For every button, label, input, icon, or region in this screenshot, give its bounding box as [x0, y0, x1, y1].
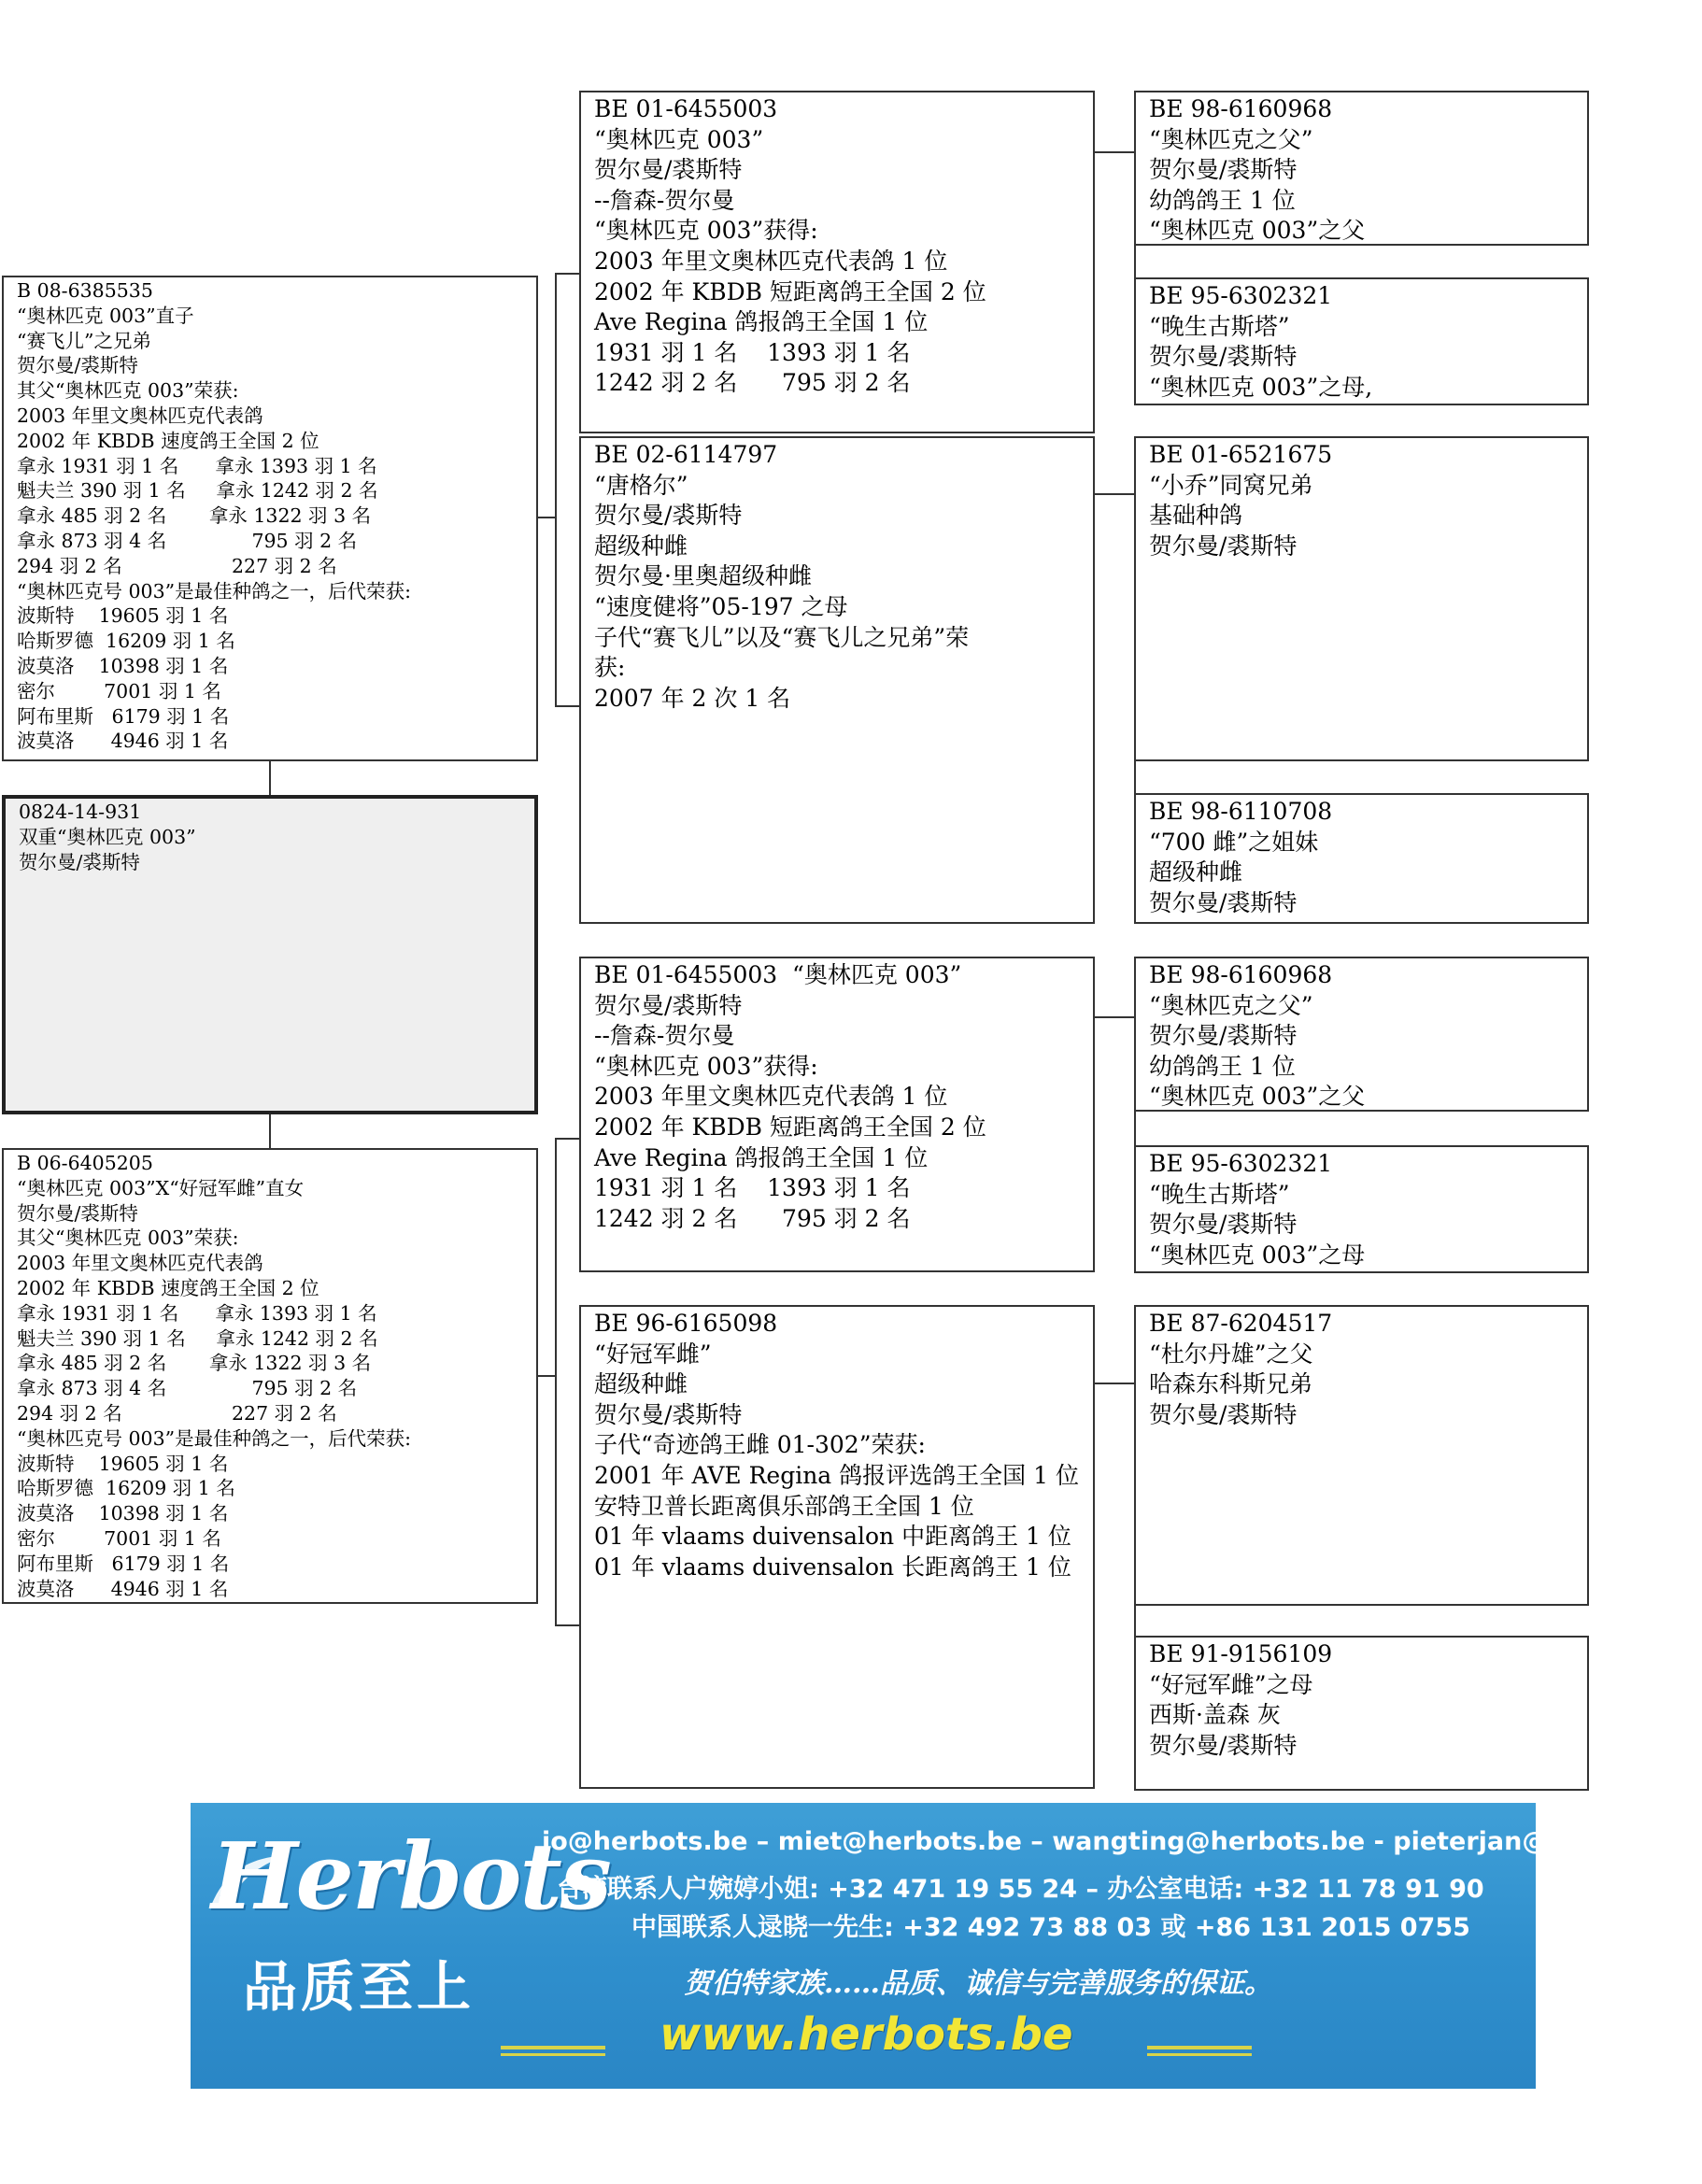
card-line: “奥林匹克号 003”是最佳种鸽之一，后代荣获: — [17, 1426, 412, 1450]
card-line: 01 年 vlaams duivensalon 长距离鸽王 1 位 — [594, 1553, 1071, 1581]
banner-rule-right — [1147, 2046, 1252, 2049]
card-line: BE 87-6204517 — [1149, 1310, 1333, 1337]
dam-card — [2, 1148, 538, 1604]
card-line: 贺尔曼/裘斯特 — [594, 991, 743, 1019]
ggp-card-5 — [1134, 957, 1589, 1112]
card-line: “奥林匹克之父” — [1149, 125, 1313, 153]
ggp-card-6 — [1134, 1145, 1589, 1273]
sire-sire-card — [579, 91, 1095, 433]
card-line: B 06-6405205 — [17, 1152, 153, 1174]
card-line: 幼鸽鸽王 1 位 — [1149, 1052, 1296, 1080]
connector-branch-to-dam-dam — [555, 1624, 579, 1626]
card-line: BE 98-6160968 — [1149, 961, 1333, 988]
card-line: 2003 年里文奥林匹克代表鸽 1 位 — [594, 247, 948, 275]
card-line: BE 95-6302321 — [1149, 282, 1333, 309]
sire-card — [2, 276, 538, 761]
sire-dam-card — [579, 436, 1095, 924]
card-line: 哈斯罗德 16209 羽 1 名 — [17, 630, 235, 653]
card-line: 超级种雌 — [594, 1370, 688, 1398]
card-line: 安特卫普长距离俱乐部鸽王全国 1 位 — [594, 1492, 974, 1520]
card-line: 1931 羽 1 名 1393 羽 1 名 — [594, 1174, 911, 1202]
card-line: 01 年 vlaams duivensalon 中距离鸽王 1 位 — [594, 1523, 1071, 1551]
card-line: “唐格尔” — [594, 471, 688, 499]
card-line: 超级种雌 — [1149, 858, 1243, 886]
ggp-card-1 — [1134, 91, 1589, 246]
card-line: 贺尔曼/裘斯特 — [19, 850, 140, 873]
card-line: BE 01-6455003 — [594, 95, 778, 122]
card-line: 贺尔曼/裘斯特 — [1149, 156, 1298, 184]
card-line: 哈森东科斯兄弟 — [1149, 1370, 1313, 1398]
card-line: “好冠军雌”之母 — [1149, 1670, 1313, 1698]
connector-ggp-branch-4 — [1093, 1383, 1136, 1384]
card-line: Ave Regina 鸽报鸽王全国 1 位 — [594, 308, 929, 336]
banner-china-contact: 中国联系人逯晓一先生: +32 492 73 88 03 或 +86 131 2015 0755 — [631, 1913, 1470, 1942]
card-line: 294 羽 2 名 227 羽 2 名 — [17, 554, 337, 577]
connector-ggp-branch-3 — [1093, 1016, 1136, 1018]
card-line: 1242 羽 2 名 795 羽 2 名 — [594, 1204, 911, 1232]
card-line: 密尔 7001 羽 1 名 — [17, 1526, 221, 1550]
banner-taiwan-contact: 台湾联系人户婉婷小姐: +32 471 19 55 24 – 办公室电话: +32 11 78 91 90 — [557, 1875, 1484, 1904]
card-line: 获: — [594, 654, 626, 682]
card-line: B 08-6385535 — [17, 279, 153, 302]
card-line: 西斯·盖森 灰 — [1149, 1701, 1281, 1729]
herbots-logo: Herbots — [211, 1823, 610, 1931]
card-line: 子代“赛飞儿”以及“赛飞儿之兄弟”荣 — [594, 623, 970, 651]
card-line: 2003 年里文奥林匹克代表鸽 — [17, 404, 263, 427]
banner-tagline: 贺伯特家族……品质、诚信与完善服务的保证。 — [684, 1967, 1272, 2000]
connector-subject-dam — [269, 1114, 271, 1148]
subject-card — [2, 795, 538, 1114]
card-line: “奥林匹克 003”获得: — [594, 217, 818, 245]
card-line: 2007 年 2 次 1 名 — [594, 684, 791, 712]
connector-dam-branch — [555, 1138, 557, 1624]
card-line: “晚生古斯塔” — [1149, 312, 1290, 340]
card-line: 拿永 485 羽 2 名 拿永 1322 羽 3 名 — [17, 504, 372, 528]
connector-ggp-branch-2 — [1093, 493, 1136, 495]
ggp-card-2 — [1134, 277, 1589, 405]
card-line: 贺尔曼/裘斯特 — [594, 156, 743, 184]
card-line: 其父“奥林匹克 003”荣获: — [17, 379, 239, 403]
card-line: 波莫洛 4946 羽 1 名 — [17, 1577, 229, 1600]
card-line: “奥林匹克 003” — [594, 125, 764, 153]
card-line: “奥林匹克 003”X“好冠军雌”直女 — [17, 1176, 305, 1199]
card-line: 贺尔曼/裘斯特 — [1149, 888, 1298, 916]
connector-sire-subject — [269, 761, 271, 795]
card-line: 2001 年 AVE Regina 鸽报评选鸽王全国 1 位 — [594, 1461, 1079, 1489]
card-line: 哈斯罗德 16209 羽 1 名 — [17, 1477, 235, 1500]
card-line: 拿永 485 羽 2 名 拿永 1322 羽 3 名 — [17, 1352, 372, 1375]
card-line: “奥林匹克之父” — [1149, 991, 1313, 1019]
card-line: 阿布里斯 6179 羽 1 名 — [17, 1552, 230, 1575]
card-line: 贺尔曼/裘斯特 — [594, 502, 743, 530]
card-line: BE 01-6455003 “奥林匹克 003” — [594, 961, 962, 988]
card-line: “奥林匹克 003”之父 — [1149, 217, 1366, 245]
card-line: BE 98-6110708 — [1149, 798, 1333, 825]
connector-ggp-branch-1 — [1093, 151, 1136, 153]
card-line: “晚生古斯塔” — [1149, 1180, 1290, 1208]
card-line: “奥林匹克 003”之母, — [1149, 373, 1373, 401]
ggp-card-8 — [1134, 1636, 1589, 1791]
card-line: 2003 年里文奥林匹克代表鸽 1 位 — [594, 1083, 948, 1111]
card-line: 子代“奇迹鸽王雌 01-302”荣获: — [594, 1431, 926, 1459]
card-line: 贺尔曼/裘斯特 — [1149, 1731, 1298, 1759]
card-line: “好冠军雌” — [594, 1340, 712, 1368]
banner-slogan: 品质至上 — [243, 1955, 475, 2019]
card-line: BE 96-6165098 — [594, 1310, 778, 1337]
card-line: 拿永 1931 羽 1 名 拿永 1393 羽 1 名 — [17, 454, 377, 477]
card-line: 双重“奥林匹克 003” — [19, 825, 196, 848]
card-line: 波莫洛 4946 羽 1 名 — [17, 730, 229, 753]
card-line: 超级种雌 — [594, 532, 688, 560]
card-line: 波斯特 19605 羽 1 名 — [17, 1452, 229, 1475]
card-line: 贺尔曼/裘斯特 — [1149, 1400, 1298, 1428]
card-line: 294 羽 2 名 227 羽 2 名 — [17, 1401, 337, 1425]
card-line: 0824-14-931 — [19, 801, 142, 823]
connector-branch-to-sire-dam — [555, 705, 579, 707]
card-line: 贺尔曼/裘斯特 — [1149, 1211, 1298, 1239]
card-line: “奥林匹克 003”之父 — [1149, 1083, 1366, 1111]
card-line: 其父“奥林匹克 003”荣获: — [17, 1227, 239, 1250]
connector-sire-branch — [555, 273, 557, 705]
card-line: 贺尔曼·里奥超级种雌 — [594, 562, 812, 590]
card-line: “赛飞儿”之兄弟 — [17, 329, 151, 352]
card-line: 2002 年 KBDB 速度鸽王全国 2 位 — [17, 429, 319, 452]
card-line: 贺尔曼/裘斯特 — [594, 1400, 743, 1428]
card-line: “奥林匹克 003”直子 — [17, 304, 194, 327]
card-line: Ave Regina 鸽报鸽王全国 1 位 — [594, 1143, 929, 1171]
dam-dam-card — [579, 1305, 1095, 1789]
card-line: 2002 年 KBDB 短距离鸽王全国 2 位 — [594, 1113, 986, 1141]
card-line: 幼鸽鸽王 1 位 — [1149, 186, 1296, 214]
card-line: BE 95-6302321 — [1149, 1150, 1333, 1177]
card-line: “速度健将”05-197 之母 — [594, 592, 848, 620]
card-line: “杜尔丹雄”之父 — [1149, 1340, 1313, 1368]
ggp-card-7 — [1134, 1305, 1589, 1606]
connector-dam-to-branch — [537, 1375, 556, 1377]
herbots-banner — [191, 1803, 1702, 2089]
card-line: 2002 年 KBDB 速度鸽王全国 2 位 — [17, 1276, 319, 1299]
connector-branch-to-dam-sire — [555, 1138, 579, 1140]
card-line: 波莫洛 10398 羽 1 名 — [17, 654, 229, 677]
banner-emails[interactable]: jo@herbots.be – miet@herbots.be – wangting@herbots.be - pieterjan@herbots.be — [542, 1827, 1702, 1856]
card-line: 波莫洛 10398 羽 1 名 — [17, 1502, 229, 1525]
card-line: 2003 年里文奥林匹克代表鸽 — [17, 1252, 263, 1275]
card-line: 基础种鸽 — [1149, 502, 1243, 530]
card-line: 1242 羽 2 名 795 羽 2 名 — [594, 369, 911, 397]
card-line: BE 01-6521675 — [1149, 441, 1333, 468]
card-line: 拿永 1931 羽 1 名 拿永 1393 羽 1 名 — [17, 1301, 377, 1325]
connector-sire-to-branch — [537, 517, 556, 518]
card-line: 拿永 873 羽 4 名 795 羽 2 名 — [17, 529, 358, 552]
card-line: BE 02-6114797 — [594, 441, 778, 468]
card-line: “奥林匹克 003”之母 — [1149, 1241, 1366, 1269]
card-line: “奥林匹克 003”获得: — [594, 1052, 818, 1080]
banner-website-link[interactable]: www.herbots.be — [660, 2008, 1073, 2061]
card-line: BE 98-6160968 — [1149, 95, 1333, 122]
card-line: BE 91-9156109 — [1149, 1640, 1333, 1667]
card-line: 贺尔曼/裘斯特 — [1149, 532, 1298, 560]
card-line: 贺尔曼/裘斯特 — [17, 1201, 138, 1225]
card-line: 魁夫兰 390 羽 1 名 拿永 1242 羽 2 名 — [17, 479, 378, 503]
card-line: 贺尔曼/裘斯特 — [1149, 1022, 1298, 1050]
card-line: 2002 年 KBDB 短距离鸽王全国 2 位 — [594, 277, 986, 305]
card-line: 阿布里斯 6179 羽 1 名 — [17, 704, 230, 728]
card-line: “700 雌”之姐妹 — [1149, 828, 1319, 856]
ggp-card-4 — [1134, 793, 1589, 924]
card-line: --詹森-贺尔曼 — [594, 1022, 735, 1050]
card-line: 贺尔曼/裘斯特 — [1149, 343, 1298, 371]
card-line: “奥林匹克号 003”是最佳种鸽之一，后代荣获: — [17, 579, 412, 603]
card-line: “小乔”同窝兄弟 — [1149, 471, 1313, 499]
card-line: --詹森-贺尔曼 — [594, 186, 735, 214]
card-line: 拿永 873 羽 4 名 795 羽 2 名 — [17, 1377, 358, 1400]
connector-branch-to-sire-sire — [555, 273, 579, 275]
dam-sire-card — [579, 957, 1095, 1272]
banner-rule-left — [501, 2046, 605, 2049]
ggp-card-3 — [1134, 436, 1589, 761]
card-line: 贺尔曼/裘斯特 — [17, 354, 138, 377]
card-line: 1931 羽 1 名 1393 羽 1 名 — [594, 338, 911, 366]
card-line: 魁夫兰 390 羽 1 名 拿永 1242 羽 2 名 — [17, 1326, 378, 1350]
card-line: 波斯特 19605 羽 1 名 — [17, 604, 229, 628]
card-line: 密尔 7001 羽 1 名 — [17, 679, 221, 702]
